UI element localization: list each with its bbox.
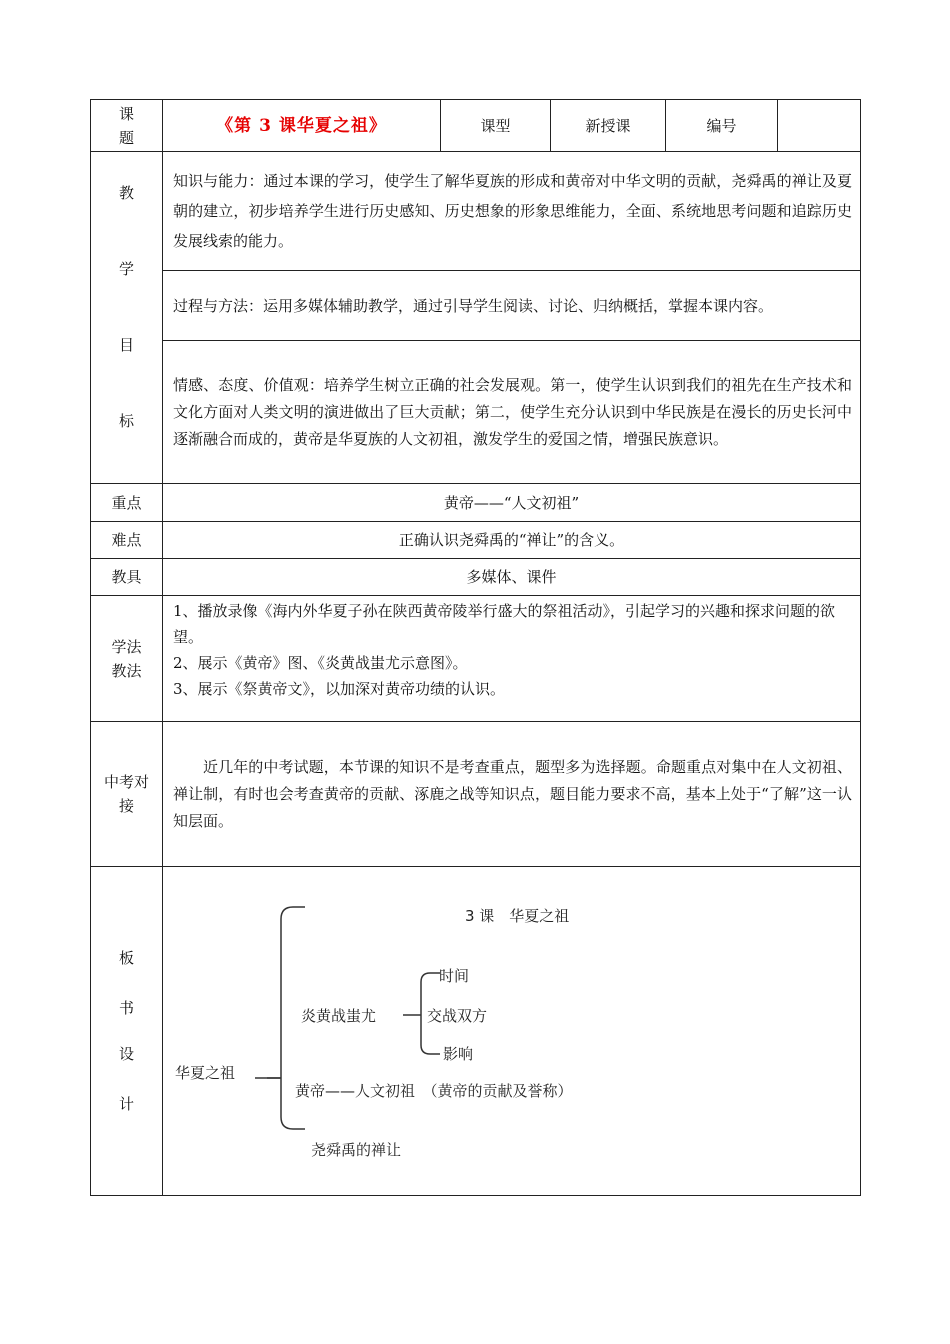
board-row	[91, 867, 861, 1196]
difficulty-value: 正确认识尧舜禹的“禅让”的含义。	[163, 522, 861, 559]
method-item: 2、展示《黄帝》图、《炎黄战蚩尤示意图》。	[173, 654, 468, 672]
difficulty-row	[91, 522, 861, 559]
lesson-plan-table	[90, 99, 861, 1196]
board-branch-3: 尧舜禹的禅让	[311, 1141, 402, 1159]
board-branch-1-sub: 交战双方	[427, 1007, 488, 1025]
board-branch-1-sub: 时间	[439, 967, 470, 985]
type-value: 新授课	[551, 100, 666, 152]
board-label: 板 书 设 计	[91, 867, 163, 1196]
tools-row	[91, 559, 861, 596]
exam-row	[91, 722, 861, 867]
header-row	[91, 100, 861, 152]
difficulty-label: 难点	[91, 522, 163, 559]
topic-label: 课 题	[91, 100, 163, 152]
objective-knowledge-row	[91, 152, 861, 271]
board-branch-1: 炎黄战蚩尤	[301, 1007, 377, 1025]
number-value	[778, 100, 861, 152]
tools-value: 多媒体、课件	[163, 559, 861, 596]
board-title: 3 课 华夏之祖	[465, 907, 570, 925]
objective-process-row	[91, 271, 861, 341]
key-point-value: 黄帝——“人文初祖”	[163, 484, 861, 522]
objective-emotion-row	[91, 341, 861, 484]
board-branch-1-sub: 影响	[443, 1045, 474, 1063]
objective-knowledge: 知识与能力：通过本课的学习，使学生了解华夏族的形成和黄帝对中华文明的贡献，尧舜禹的禅让及夏朝的建立，初步培养学生进行历史感知、历史想象的形象思维能力，全面、系统地思考问题和追踪历史发展线索的能力。	[163, 152, 861, 271]
lesson-plan-sheet	[90, 99, 860, 1196]
methods-label: 学法 教法	[91, 596, 163, 722]
board-root: 华夏之祖	[175, 1064, 236, 1082]
board-diagram	[163, 867, 860, 1194]
objectives-label: 教 学 目 标	[91, 152, 163, 484]
board-branch-2: 黄帝——人文初祖 （黄帝的贡献及誉称）	[295, 1082, 573, 1100]
methods-row	[91, 596, 861, 722]
board-design	[163, 867, 861, 1196]
method-item: 1、播放录像《海内外华夏子孙在陕西黄帝陵举行盛大的祭祖活动》，引起学习的兴趣和探求问题的欲望。	[173, 602, 836, 646]
type-label: 课型	[441, 100, 551, 152]
key-point-label: 重点	[91, 484, 163, 522]
number-label: 编号	[666, 100, 778, 152]
objective-process: 过程与方法：运用多媒体辅助教学，通过引导学生阅读、讨论、归纳概括，掌握本课内容。	[163, 271, 861, 341]
exam-label: 中考对 接	[91, 722, 163, 867]
key-point-row	[91, 484, 861, 522]
method-item: 3、展示《祭黄帝文》，以加深对黄帝功绩的认识。	[173, 680, 506, 698]
methods-list	[163, 596, 861, 722]
exam-text: 近几年的中考试题，本节课的知识不是考查重点，题型多为选择题。命题重点对集中在人文初祖、禅让制，有时也会考查黄帝的贡献、涿鹿之战等知识点，题目能力要求不高，基本上处于“了解”这一认知层面。	[163, 722, 861, 867]
objective-emotion: 情感、态度、价值观：培养学生树立正确的社会发展观。第一，使学生认识到我们的祖先在生产技术和文化方面对人类文明的演进做出了巨大贡献；第二，使学生充分认识到中华民族是在漫长的历史长河中逐渐融合而成的，黄帝是华夏族的人文初祖，激发学生的爱国之情，增强民族意识。	[163, 341, 861, 484]
tools-label: 教具	[91, 559, 163, 596]
lesson-title: 《第 3 课华夏之祖》	[163, 100, 441, 152]
